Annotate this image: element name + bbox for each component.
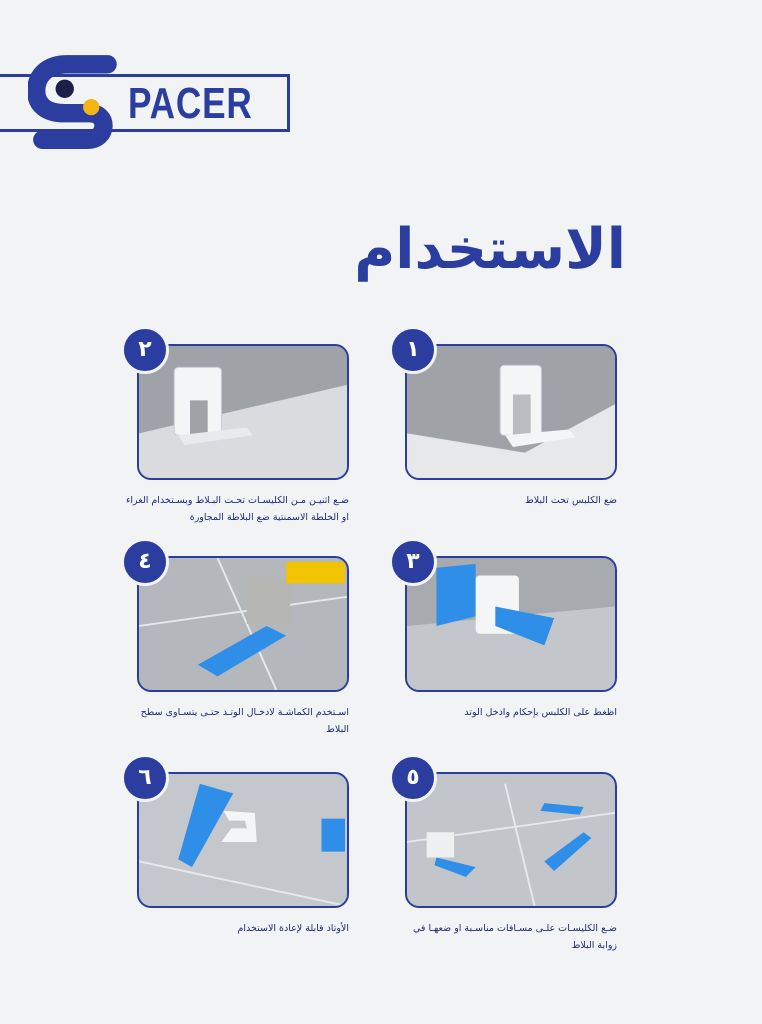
step-1-number: ١ xyxy=(389,326,437,374)
page-title: الاستخدام xyxy=(354,217,626,282)
step-5-image xyxy=(405,772,617,908)
step-4-image xyxy=(137,556,349,692)
step-3-image xyxy=(405,556,617,692)
step-6-caption: الأوتاد قابلة لإعادة الاستخدام xyxy=(237,923,349,934)
step-6-image xyxy=(137,772,349,908)
step-2-number: ٢ xyxy=(121,326,169,374)
step-5-number: ٥ xyxy=(389,754,437,802)
step-4-number: ٤ xyxy=(121,538,169,586)
logo-text: PACER xyxy=(128,79,253,128)
step-3-number: ٣ xyxy=(389,538,437,586)
step-3-caption: اظغط على الكلبس بإحكام وادخل الوتد xyxy=(464,707,617,718)
brand-logo xyxy=(0,48,300,158)
step-2-caption: ضـع اثنيـن مـن الكليسـات تحـت البـلاط وبسـتخدام الغراء او الخلطة الاسمنتية ضع البلاطة المجاورة xyxy=(125,495,349,523)
step-1-caption: ضع الكلبس تحت البلاط xyxy=(524,495,617,506)
step-2-image xyxy=(137,344,349,480)
step-5-caption: ضـع الكليسـات علـى مسـافات مناسـبة او ضعهـا في زوابة البلاط xyxy=(412,923,617,951)
logo-s-mark xyxy=(28,50,130,152)
step-4-caption: اسـتخدم الكماشـة لادخـال الوتـد حتـى يتسـاوى سطح البلاط xyxy=(140,707,349,735)
step-1-image xyxy=(405,344,617,480)
step-6-number: ٦ xyxy=(121,754,169,802)
